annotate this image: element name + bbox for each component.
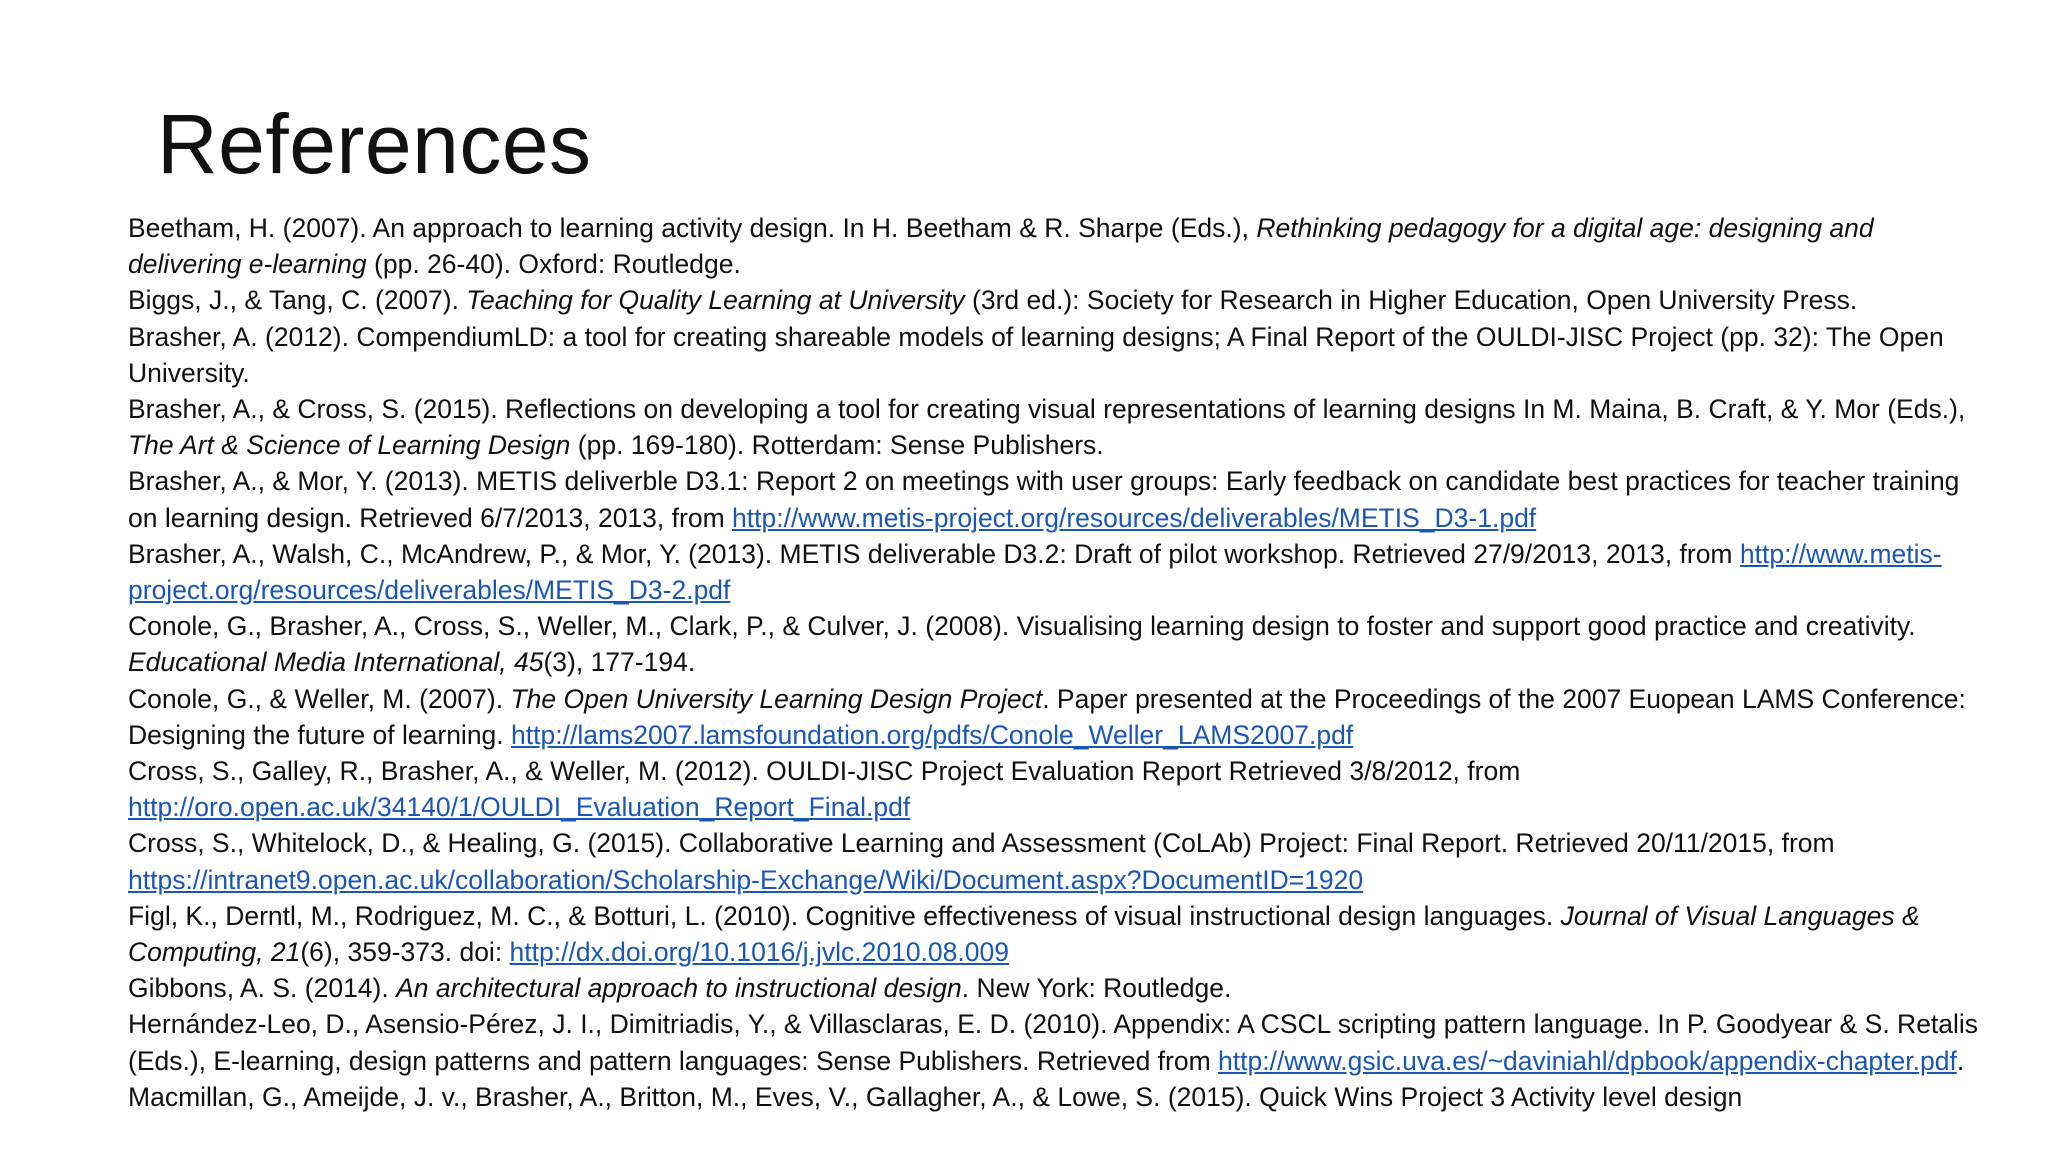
reference-text: (pp. 169-180). Rotterdam: Sense Publishers. (570, 430, 1104, 461)
reference-text: Beetham, H. (2007). An approach to learning activity design. In H. Beetham & R. Sharpe (Eds.), (128, 213, 1257, 243)
reference-item (128, 210, 1988, 282)
reference-text: Biggs, J., & Tang, C. (2007). (128, 285, 467, 316)
reference-text: (3rd ed.): Society for Research in Higher Education, Open University Press. (964, 285, 1858, 316)
reference-italic-title: Journal of Visual Languages & Computing, 21 (128, 900, 1920, 968)
slide-title: References (157, 97, 592, 191)
reference-item (128, 681, 1988, 753)
reference-item (128, 319, 1988, 391)
reference-link[interactable]: http://www.metis-project.org/resources/deliverables/METIS_D3-1.pdf (732, 502, 1537, 533)
reference-link[interactable]: https://intranet9.open.ac.uk/collaboration/Scholarship-Exchange/Wiki/Document.aspx?DocumentID=1920 (128, 864, 1364, 895)
reference-text: Gibbons, A. S. (2014). (128, 973, 397, 1004)
reference-item (128, 1079, 1988, 1115)
reference-text: Figl, K., Derntl, M., Rodriguez, M. C., & Botturi, L. (2010). Cognitive effectiveness of visual instructional design languages. (128, 900, 1561, 931)
reference-italic-title: An architectural approach to instructional design (396, 973, 962, 1004)
reference-item (128, 536, 1988, 608)
reference-text: . (1956, 1045, 1965, 1076)
reference-text: Brasher, A., & Cross, S. (2015). Reflections on developing a tool for creating visual representations of learning designs In M. Maina, B. Craft, & Y. Mor (Eds.), (128, 394, 1966, 425)
reference-text: Brasher, A. (2012). CompendiumLD: a tool for creating shareable models of learning designs; A Final Report of the OULDI-JISC Project (pp. 32): The Open University. (128, 321, 1944, 388)
reference-item (128, 391, 1988, 463)
reference-text: Cross, S., Whitelock, D., & Healing, G. (2015). Collaborative Learning and Assessment (CoLAb) Project: Final Report. Retrieved 20/11/2015, from (128, 828, 1835, 859)
reference-text: Cross, S., Galley, R., Brasher, A., & Weller, M. (2012). OULDI-JISC Project Evaluation Report Retrieved 3/8/2012, from (128, 756, 1521, 787)
reference-item (128, 282, 1988, 318)
reference-text: . New York: Routledge. (961, 973, 1232, 1004)
reference-link[interactable]: http://www.metis-project.org/resources/deliverables/METIS_D3-2.pdf (128, 538, 1942, 606)
reference-link[interactable]: http://oro.open.ac.uk/34140/1/OULDI_Evaluation_Report_Final.pdf (128, 792, 911, 823)
reference-text: Brasher, A., Walsh, C., McAndrew, P., & Mor, Y. (2013). METIS deliverable D3.2: Draft of pilot workshop. Retrieved 27/9/2013, 2013, from (128, 538, 1740, 569)
reference-list (128, 210, 1988, 1115)
reference-text: Hernández-Leo, D., Asensio-Pérez, J. I., Dimitriadis, Y., & Villasclaras, E. D. (2010). Appendix: A CSCL scripting pattern language. In P. Goodyear & S. Retalis (Eds.), E-learning, design patterns and pattern languages: Sense Publishers. Retrieved from (128, 1009, 1979, 1076)
reference-italic-title: Educational Media International, 45 (128, 647, 544, 678)
reference-link[interactable]: http://dx.doi.org/10.1016/j.jvlc.2010.08.009 (509, 937, 1009, 968)
reference-italic-title: The Art & Science of Learning Design (128, 430, 571, 461)
reference-item (128, 970, 1988, 1006)
reference-text: Macmillan, G., Ameijde, J. v., Brasher, A., Britton, M., Eves, V., Gallagher, A., & Lowe, S. (2015). Quick Wins Project 3 Activity level design (128, 1081, 1743, 1112)
reference-text: Conole, G., & Weller, M. (2007). (128, 683, 511, 714)
reference-text: . Paper presented at the Proceedings of the 2007 Euopean LAMS Conference: Designing the future of learning. (128, 683, 1966, 750)
reference-item (128, 898, 1988, 970)
reference-item (128, 1006, 1988, 1078)
reference-item (128, 463, 1988, 535)
reference-link[interactable]: http://lams2007.lamsfoundation.org/pdfs/Conole_Weller_LAMS2007.pdf (511, 719, 1354, 750)
reference-italic-title: The Open University Learning Design Project (510, 683, 1043, 714)
reference-item (128, 825, 1988, 897)
reference-text: Conole, G., Brasher, A., Cross, S., Weller, M., Clark, P., & Culver, J. (2008). Visualising learning design to foster and support good practice and creativity. (128, 611, 1916, 642)
reference-text: (pp. 26-40). Oxford: Routledge. (366, 249, 741, 280)
reference-item (128, 753, 1988, 825)
reference-italic-title: Teaching for Quality Learning at University (466, 285, 965, 316)
reference-italic-title: Rethinking pedagogy for a digital age: designing and delivering e-learning (128, 213, 1874, 280)
reference-link[interactable]: http://www.gsic.uva.es/~daviniahl/dpbook/appendix-chapter.pdf (1218, 1045, 1957, 1076)
reference-text: (3), 177-194. (543, 647, 696, 678)
reference-item (128, 608, 1988, 680)
reference-text: Brasher, A., & Mor, Y. (2013). METIS deliverble D3.1: Report 2 on meetings with user groups: Early feedback on candidate best practices for teacher training on learning design. Retrieved 6/7/2013, 2013, from (128, 466, 1960, 533)
reference-text: (6), 359-373. doi: (300, 937, 510, 968)
